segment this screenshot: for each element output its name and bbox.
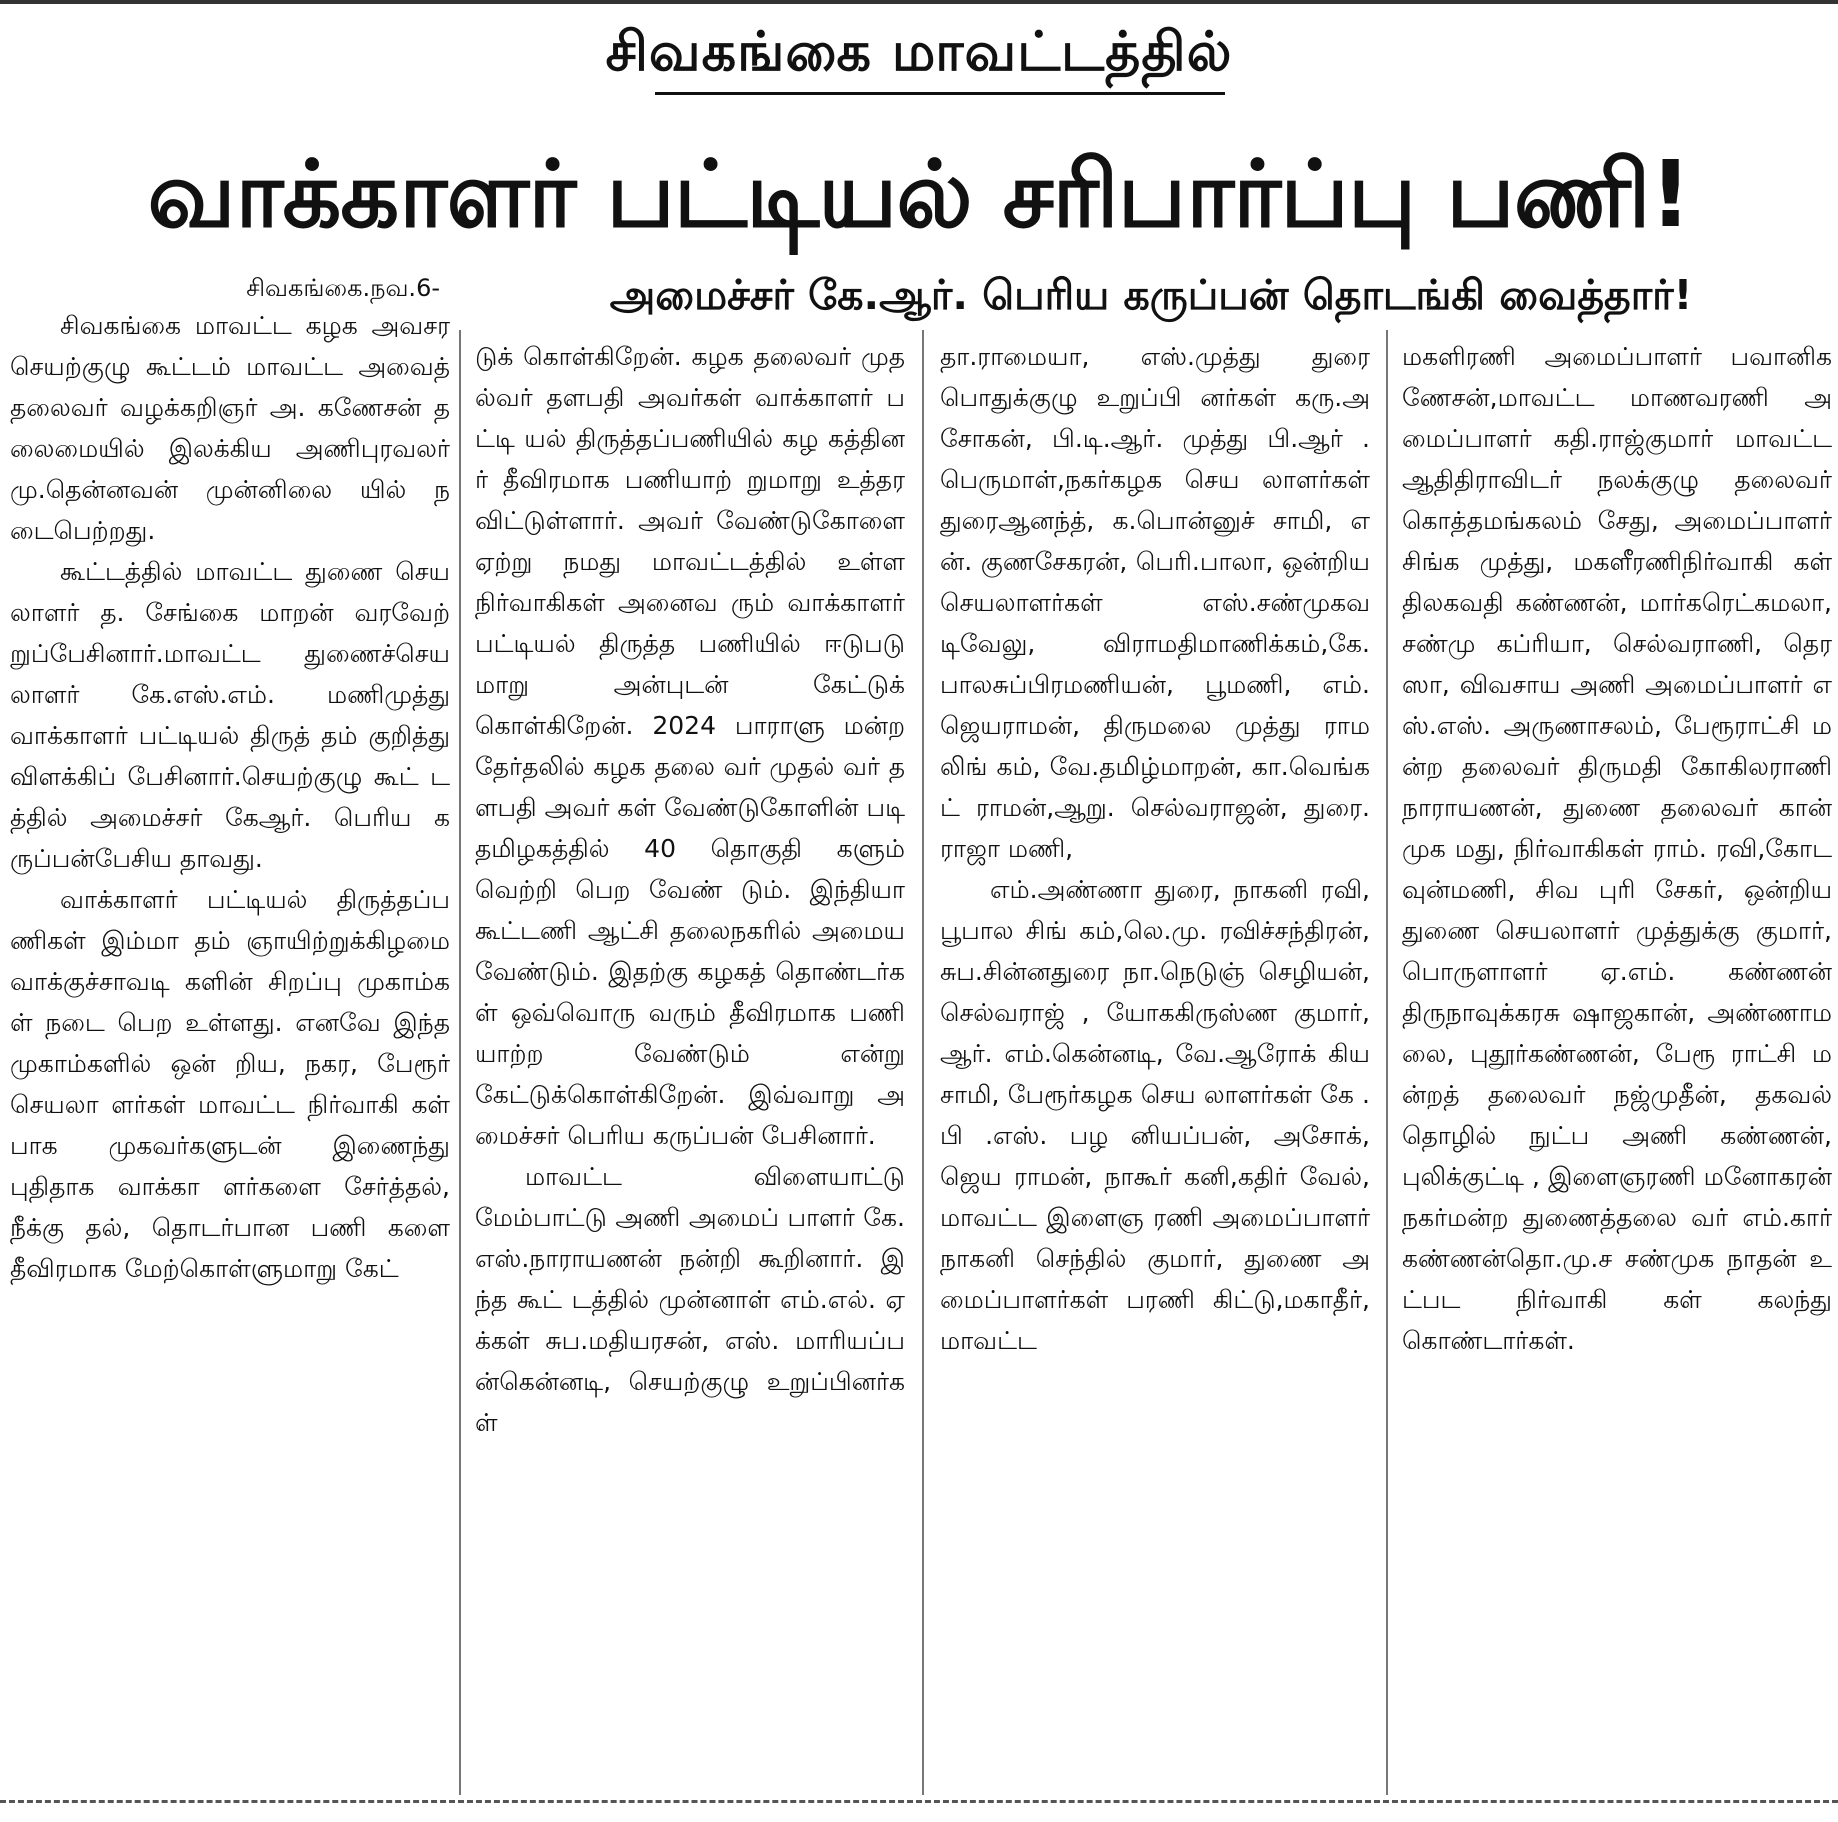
column-divider xyxy=(1386,330,1388,1795)
paragraph: டுக் கொள்கிறேன். கழக தலைவர் முதல்வர் தளபதி அவர்கள் வாக்காளர் பட்டி யல் திருத்தப்பணியில் கழ கத்தினர் தீவிரமாக பணியாற் றுமாறு உத்தரவிட்டுள்ளார். அவர் வேண்டுகோளை ஏற்று நமது மாவட்டத்தில் உள்ள நிர்வாகிகள் அனைவ ரும் வாக்காளர் பட்டியல் திருத்த பணியில் ஈடுபடு மாறு அன்புடன் கேட்டுக் கொள்கிறேன். 2024 பாராளு மன்ற தேர்தலில் கழக தலை வர் முதல் வர் தளபதி அவர் கள் வேண்டுகோளின் படி தமிழகத்தில் 40 தொகுதி களும் வெற்றி பெற வேண் டும். இந்தியா கூட்டணி ஆட்சி தலைநகரில் அமைய வேண்டும். இதற்கு கழகத் தொண்டர்கள் ஒவ்வொரு வரும் தீவிரமாக பணி யாற்ற வேண்டும் என்று கேட்டுக்கொள்கிறேன். இவ்வாறு அமைச்சர் பெரிய கருப்பன் பேசினார். xyxy=(475,342,905,1150)
column-divider xyxy=(459,330,461,1795)
sub-headline: அமைச்சர் கே.ஆர். பெரிய கருப்பன் தொடங்கி வைத்தார்! xyxy=(609,271,1693,319)
top-border-rule xyxy=(0,0,1838,4)
main-headline: வாக்காளர் பட்டியல் சரிபார்ப்பு பணி! xyxy=(147,141,1691,248)
paragraph: மகளிரணி அமைப்பாளர் பவானிகணேசன்,மாவட்ட மாணவரணி அமைப்பாளர் கதி.ராஜ்குமார் மாவட்ட ஆதிதிராவிடர் நலக்குழு தலைவர் கொத்தமங்கலம் சேது, அமைப்பாளர் சிங்க முத்து, மகளீரணிநிர்வாகி கள் திலகவதி கண்ணன், மார்கரெட்கமலா,சண்மு கப்ரியா, செல்வராணி, தெரஸா, விவசாய அணி அமைப்பாளர் எஸ்.எஸ். அருணாசலம், பேரூராட்சி மன்ற தலைவர் திருமதி கோகிலராணி நாராயணன், துணை தலைவர் கான் முக மது, நிர்வாகிகள் ராம். ரவி,கோடவுன்மணி, சிவ புரி சேகர், ஒன்றிய துணை செயலாளர் முத்துக்கு குமார்,பொருளாளர் ஏ.எம். கண்ணன் திருநாவுக்கரசு ஷாஜகான், அண்ணாமலை, புதூர்கண்ணன், பேரூ ராட்சி மன்றத் தலைவர் நஜ்முதீன், தகவல் தொழில் நுட்ப அணி கண்ணன், புலிக்குட்டி , இளைஞரணி மனோகரன் நகர்மன்ற துணைத்தலை வர் எம்.கார் கண்ணன்தொ.மு.ச சண்முக நாதன் உட்பட நிர்வாகி கள் கலந்து கொண்டார்கள். xyxy=(1402,342,1832,1355)
kicker-underline xyxy=(655,92,1225,95)
article-column-3 xyxy=(940,336,1370,1790)
bottom-dashed-rule xyxy=(0,1800,1838,1803)
article-column-2 xyxy=(475,336,905,1790)
paragraph: கூட்டத்தில் மாவட்ட துணை செயலாளர் த. சேங்கை மாறன் வரவேற் றுப்பேசினார்.மாவட்ட துணைச்செயலாளர் கே.எஸ்.எம். மணிமுத்து வாக்காளர் பட்டியல் திருத் தம் குறித்து விளக்கிப் பேசினார்.செயற்குழு கூட் டத்தில் அமைச்சர் கேஆர். பெரிய கருப்பன்பேசிய தாவது. xyxy=(10,557,450,873)
kicker-heading: சிவகங்கை மாவட்டத்தில் xyxy=(605,20,1233,83)
paragraph: சிவகங்கை மாவட்ட கழக அவசர செயற்குழு கூட்டம் மாவட்ட அவைத் தலைவர் வழக்கறிஞர் அ. கணேசன் தலைமையில் இலக்கிய அணிபுரவலர் மு.தென்னவன் முன்னிலை யில் நடைபெற்றது. xyxy=(10,311,450,545)
paragraph: வாக்காளர் பட்டியல் திருத்தப்பணிகள் இம்மா தம் ஞாயிற்றுக்கிழமை வாக்குச்சாவடி களின் சிறப்பு முகாம்கள் நடை பெற உள்ளது. எனவே இந்த முகாம்களில் ஒன் றிய, நகர, பேரூர் செயலா ளர்கள் மாவட்ட நிர்வாகி கள் பாக முகவர்களுடன் இணைந்து புதிதாக வாக்கா ளர்களை சேர்த்தல், நீக்கு தல், தொடர்பான பணி களை தீவிரமாக மேற்கொள்ளுமாறு கேட் xyxy=(10,885,450,1283)
column-divider xyxy=(922,330,924,1795)
article-column-1 xyxy=(10,305,450,1790)
paragraph: மாவட்ட விளையாட்டு மேம்பாட்டு அணி அமைப் பாளர் கே.எஸ்.நாராயணன் நன்றி கூறினார். இந்த கூட் டத்தில் முன்னாள் எம்.எல். ஏக்கள் சுப.மதியரசன், எஸ். மாரியப்பன்கென்னடி, செயற்குழு உறுப்பினர்கள் xyxy=(475,1162,905,1437)
article-column-4 xyxy=(1402,336,1832,1790)
paragraph: தா.ராமையா, எஸ்.முத்து துரை பொதுக்குழு உறுப்பி னர்கள் கரு.அசோகன், பி.டி.ஆர். முத்து பி.ஆர் . பெருமாள்,நகர்கழக செய லாளர்கள் துரைஆனந்த், க.பொன்னுச் சாமி, என். குணசேகரன், பெரி.பாலா, ஒன்றிய செயலாளர்கள் எஸ்.சண்முகவடிவேலு, விராமதிமாணிக்கம்,கே. பாலசுப்பிரமணியன், பூமணி, எம்.ஜெயராமன், திருமலை முத்து ராமலிங் கம், வே.தமிழ்மாறன், கா.வெங்கட் ராமன்,ஆறு. செல்வராஜன், துரை.ராஜா மணி, xyxy=(940,342,1370,863)
dateline: சிவகங்கை.நவ.6- xyxy=(246,274,440,302)
paragraph: எம்.அண்ணா துரை, நாகனி ரவி, பூபால சிங் கம்,லெ.மு. ரவிச்சந்திரன், சுப.சின்னதுரை நா.நெடுஞ் செழியன், செல்வராஜ் , யோககிருஸ்ண குமார்,ஆர். எம்.கென்னடி, வே.ஆரோக் கியசாமி, பேரூர்கழக செய லாளர்கள் கே .பி .எஸ். பழ னியப்பன், அசோக், ஜெய ராமன், நாகூர் கனி,கதிர் வேல், மாவட்ட இளைஞ ரணி அமைப்பாளர் நாகனி செந்தில் குமார், துணை அமைப்பாளர்கள் பரணி கிட்டு,மகாதீர், மாவட்ட xyxy=(940,875,1370,1355)
